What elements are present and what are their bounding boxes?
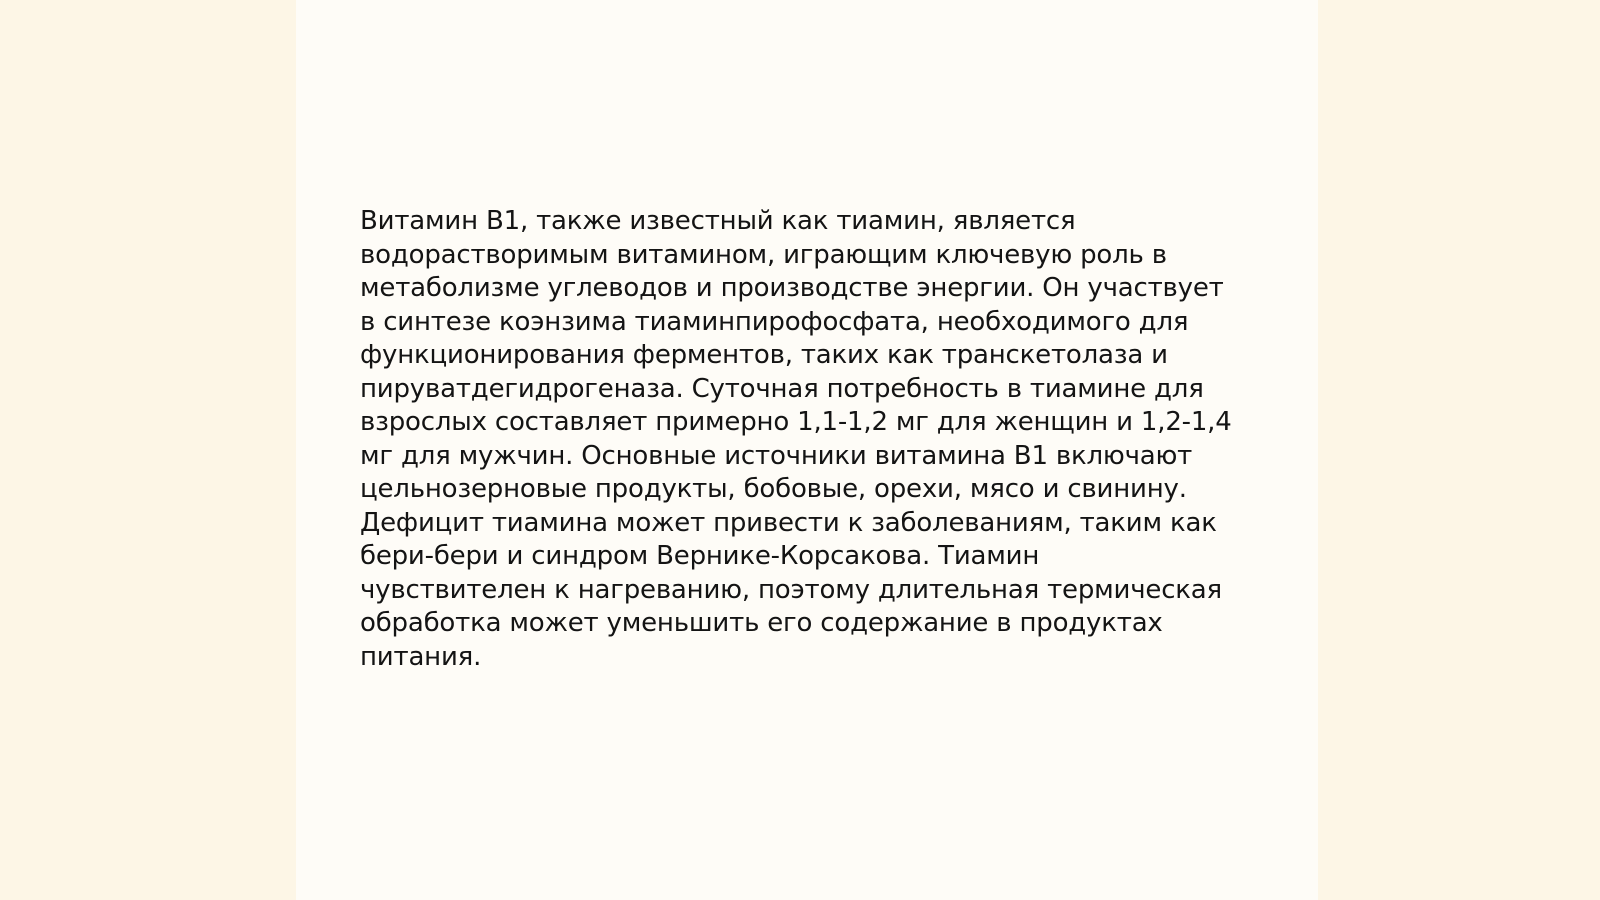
document-page — [296, 0, 1318, 900]
body-paragraph: Витамин B1, также известный как тиамин, является водорастворимым витамином, играющим ключевую роль в метаболизме углеводов и производстве энергии. Он участвует в синтезе коэнзима тиаминпирофосфата, необходимого для функционирования ферментов, таких как транскетолаза и пируватдегидрогеназа. Суточная потребность в тиамине для взрослых составляет примерно 1,1-1,2 мг для женщин и 1,2-1,4 мг для мужчин. Основные источники витамина B1 включают цельнозерновые продукты, бобовые, орехи, мясо и свинину. Дефицит тиамина может привести к заболеваниям, таким как бери-бери и синдром Вернике-Корсакова. Тиамин чувствителен к нагреванию, поэтому длительная термическая обработка может уменьшить его содержание в продуктах питания. — [360, 206, 1232, 672]
